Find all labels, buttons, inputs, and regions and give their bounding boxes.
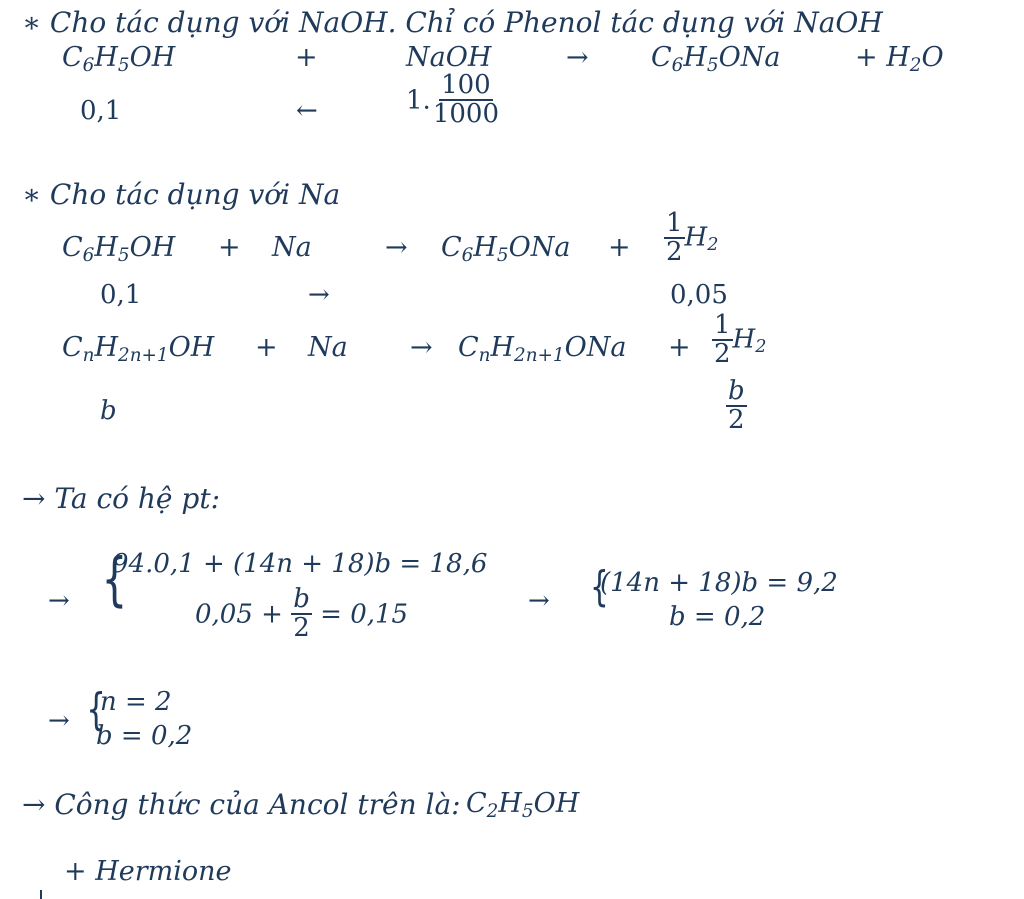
- eq2-plus: +: [218, 232, 241, 263]
- eq3-mol-ancol: b: [100, 396, 117, 426]
- eq2-mol-h2: 0,05: [670, 280, 728, 310]
- eq1-mol-arrow: ←: [296, 96, 318, 126]
- eq2-product-h2: $\frac{1}{2}$ $H_2$: [666, 208, 719, 268]
- system1-equation-2: 0,05 + $\frac{b}{2}$ = 0,15: [195, 584, 409, 644]
- eq1-mol-phenol: 0,1: [80, 96, 122, 126]
- eq3-plus: +: [255, 332, 278, 363]
- eq2-mol-phenol: 0,1: [100, 280, 142, 310]
- eq2-product-phenoxide: $C_6H_5ONa$: [441, 232, 571, 267]
- eq1-mol-naoh: 1. $\frac{100}{1000}$: [406, 70, 499, 130]
- system2-equation-2: b = 0,2: [669, 602, 766, 632]
- eq3-arrow: →: [410, 332, 433, 363]
- eq1-product-water: + $H_2O$: [855, 42, 944, 77]
- system2-brace: {: [590, 562, 609, 611]
- conclusion-text: → Công thức của Ancol trên là:: [22, 788, 461, 821]
- eq1-reactant-phenol: $C_6H_5OH$: [62, 42, 176, 77]
- system1-brace: {: [101, 545, 128, 613]
- eq3-product-alkoxide: $C_nH_{2n+1}ONa$: [458, 332, 627, 367]
- section2-heading: ∗ Cho tác dụng với Na: [22, 178, 341, 211]
- eq1-reactant-naoh: NaOH: [406, 42, 492, 73]
- eq3-reactant-na: Na: [308, 332, 348, 363]
- eq3-mol-h2: $\frac{b}{2}$: [728, 376, 745, 436]
- system1-arrow: →: [48, 586, 70, 616]
- conclusion-formula: $C_2H_5OH$: [466, 788, 580, 823]
- eq2-reactant-phenol: $C_6H_5OH$: [62, 232, 176, 267]
- eq1-plus: +: [295, 42, 318, 73]
- system3-equation-1: n = 2: [100, 687, 172, 717]
- section3-heading: → Ta có hệ pt:: [22, 482, 221, 515]
- system2-arrow: →: [528, 586, 550, 616]
- eq3-plus-2: +: [668, 332, 691, 363]
- text-cursor: [40, 890, 42, 899]
- eq1-product-phenoxide: $C_6H_5ONa$: [651, 42, 781, 77]
- eq2-reactant-na: Na: [272, 232, 312, 263]
- eq1-arrow: →: [566, 42, 589, 73]
- eq2-arrow: →: [385, 232, 408, 263]
- eq3-reactant-ancol: $C_nH_{2n+1}OH$: [62, 332, 215, 367]
- eq2-plus-2: +: [608, 232, 631, 263]
- system3-brace: {: [86, 684, 106, 735]
- author-signature: + Hermione: [64, 856, 232, 887]
- system2-equation-1: (14n + 18)b = 9,2: [600, 568, 838, 598]
- system3-equation-2: b = 0,2: [96, 721, 193, 751]
- eq3-product-h2: $\frac{1}{2}$ $H_2$: [714, 310, 767, 370]
- system1-equation-1: 94.0,1 + (14n + 18)b = 18,6: [112, 549, 488, 579]
- eq2-mol-arrow: →: [308, 280, 330, 310]
- system3-arrow: →: [48, 706, 70, 736]
- section1-heading: ∗ Cho tác dụng với NaOH. Chỉ có Phenol tác dụng với NaOH: [22, 6, 883, 39]
